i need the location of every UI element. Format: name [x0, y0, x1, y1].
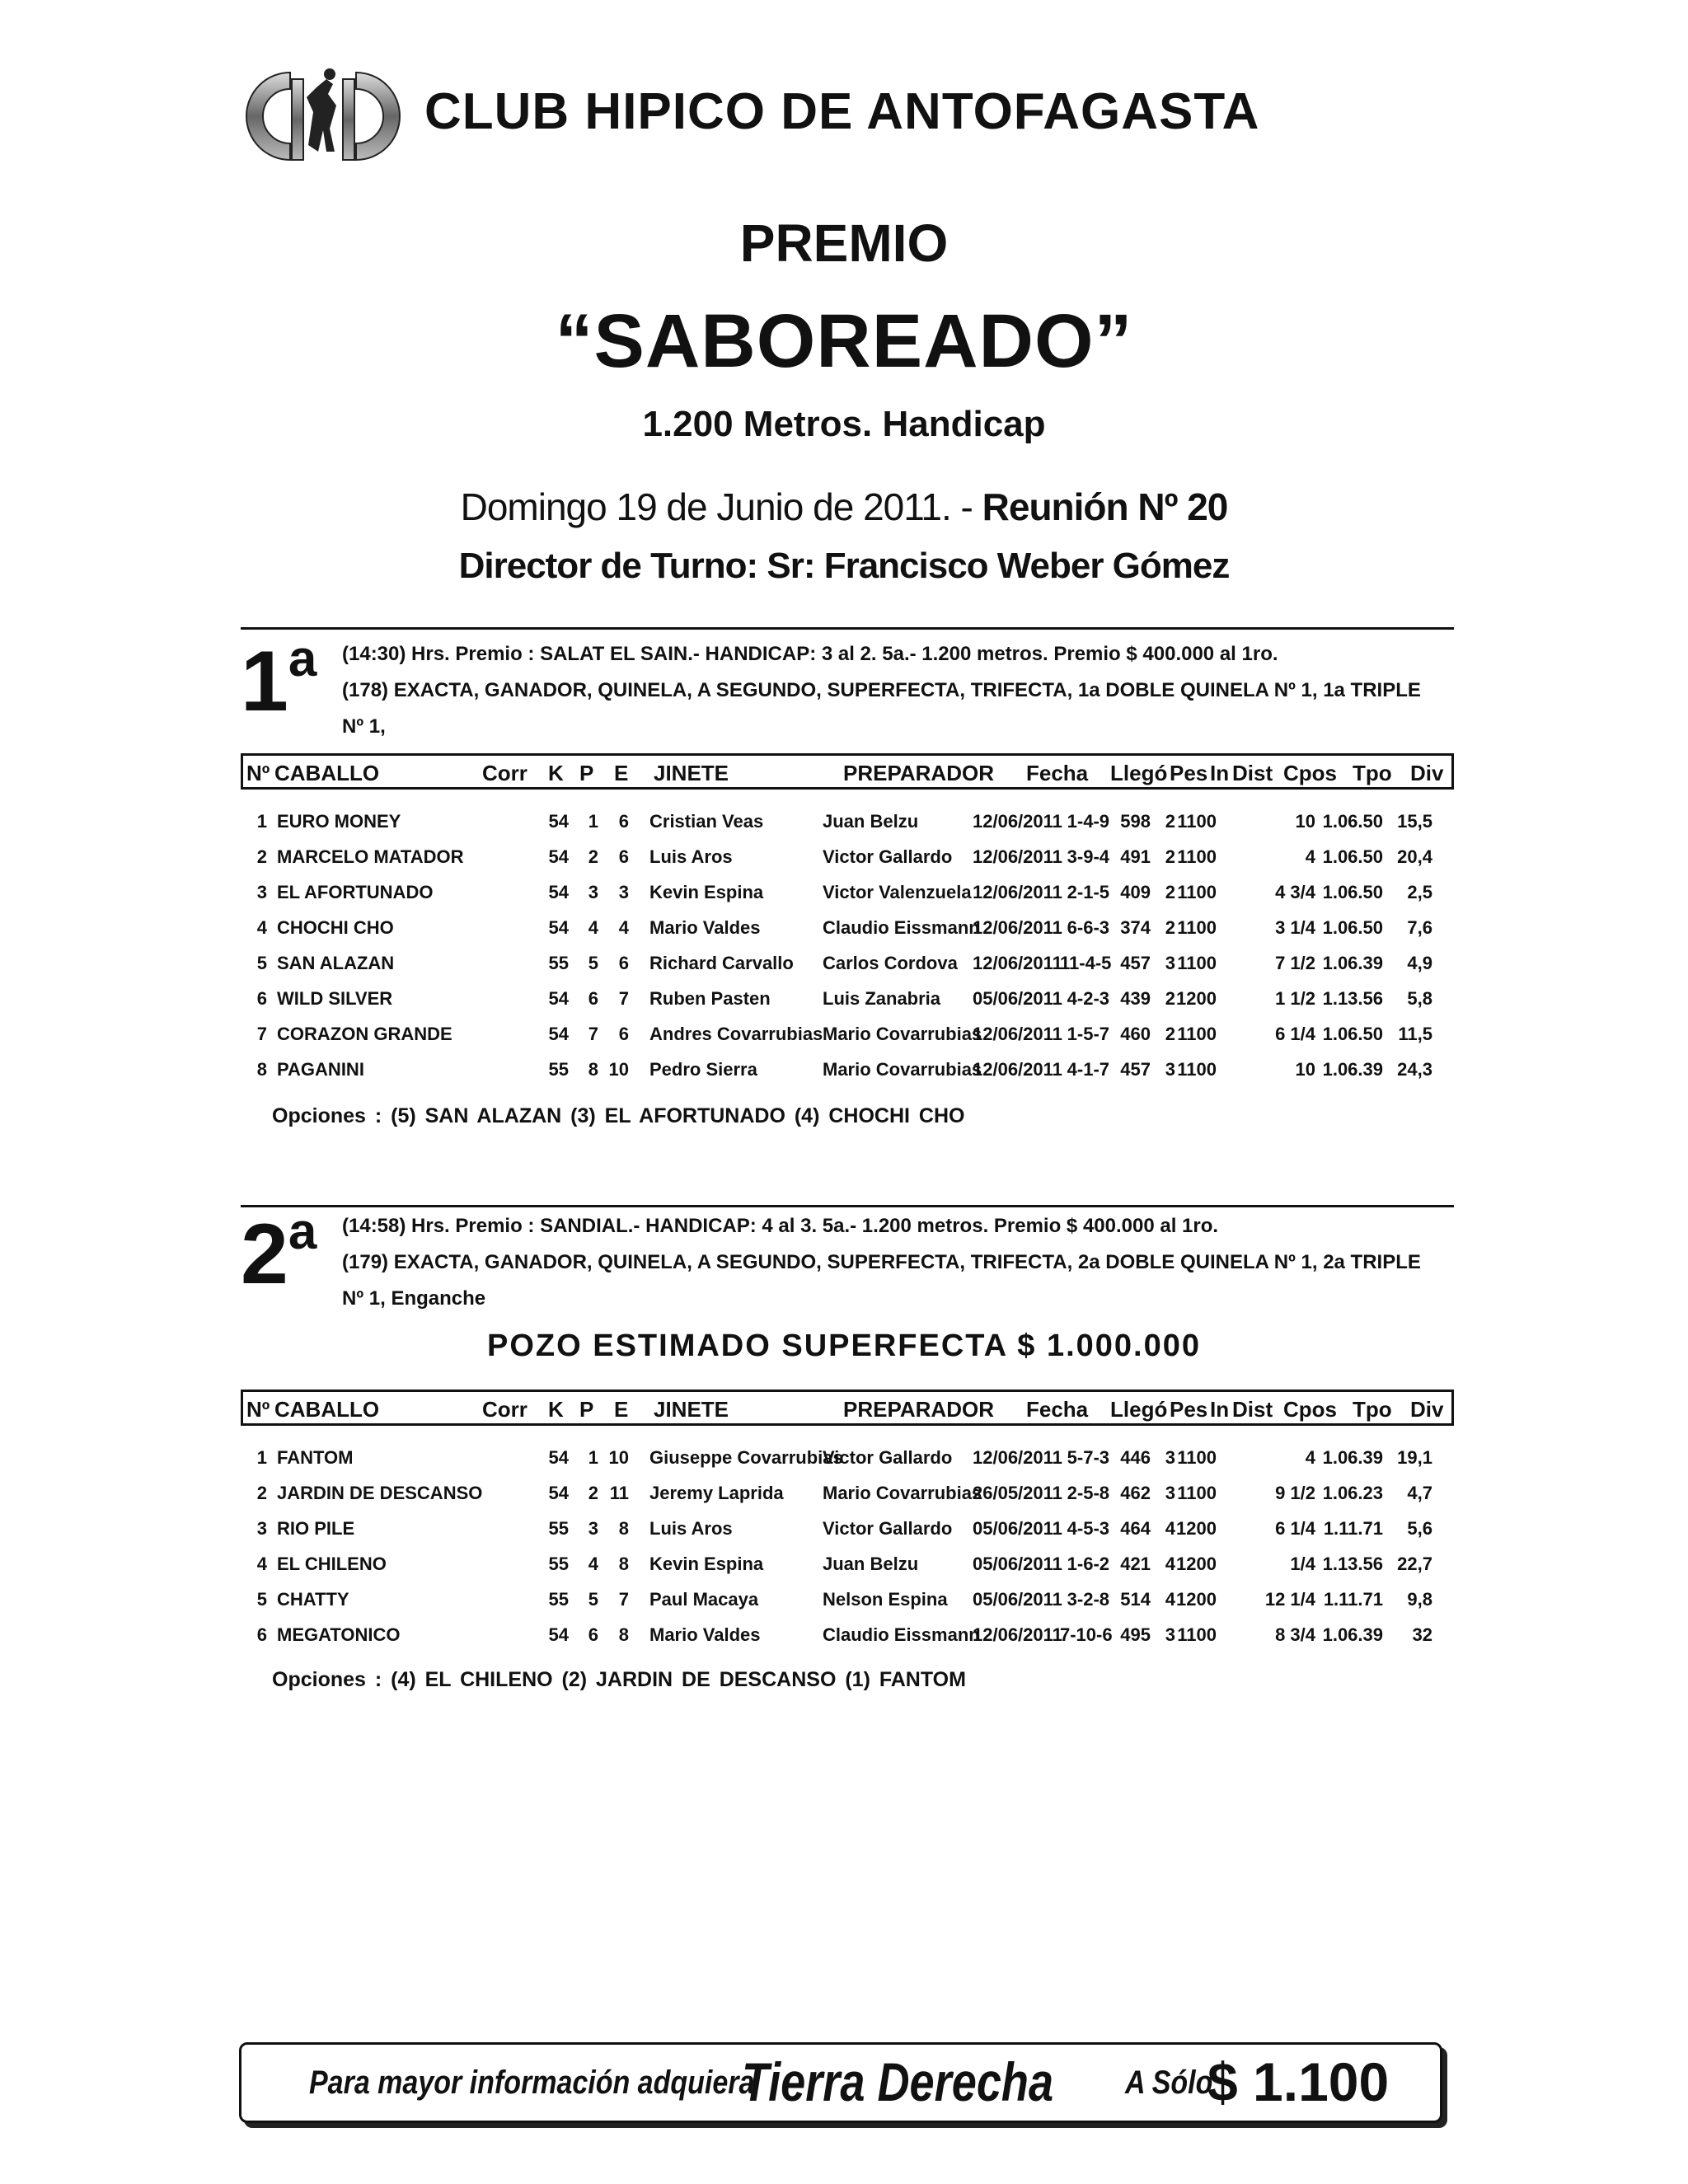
cell-p: 3	[588, 1518, 598, 1539]
cell-llego: 3-2-8	[1067, 1589, 1109, 1610]
cell-dist: 1200	[1176, 1518, 1217, 1539]
table-row	[241, 1618, 1454, 1653]
race-2-number-digit: 2	[241, 1207, 288, 1302]
race-2-pozo: POZO ESTIMADO SUPERFECTA $ 1.000.000	[487, 1329, 1201, 1363]
cell-k: 54	[548, 1624, 569, 1645]
table-row	[241, 1476, 1454, 1511]
cell-p: 1	[588, 1447, 598, 1468]
column-header-e: E	[614, 1397, 629, 1422]
column-header-e: E	[614, 761, 629, 785]
column-header-dist: Dist	[1232, 1397, 1273, 1422]
premio-label: PREMIO	[739, 213, 949, 273]
race-distance: 1.200 Metros. Handicap	[642, 404, 1046, 444]
cell-tpo: 1.06.50	[1322, 846, 1383, 867]
cell-caballo: EL AFORTUNADO	[277, 882, 434, 902]
column-header-caballo: CABALLO	[274, 1397, 380, 1422]
cell-cpos: 1 1/2	[1275, 988, 1315, 1009]
cell-pes: 439	[1120, 988, 1151, 1009]
column-header-corr: Corr	[482, 761, 528, 785]
race-1-opciones: Opciones : (5) SAN ALAZAN (3) EL AFORTUNADO (4) CHOCHI CHO	[272, 1104, 965, 1127]
column-header-num: Nº	[246, 761, 270, 785]
cell-tpo: 1.06.50	[1322, 1024, 1383, 1044]
cell-cpos: 7 1/2	[1275, 953, 1315, 973]
race-1-number	[241, 630, 317, 729]
race-1-info-line2: (178) EXACTA, GANADOR, QUINELA, A SEGUNDO, SUPERFECTA, TRIFECTA, 1a DOBLE QUINELA Nº 1, 1a TRIPLE	[342, 679, 1421, 701]
cell-num: 7	[256, 1024, 267, 1044]
cell-pes: 409	[1120, 882, 1151, 902]
cell-num: 1	[256, 1447, 267, 1468]
cell-fecha: 26/05/2011	[973, 1483, 1062, 1503]
cell-cpos: 12 1/4	[1264, 1589, 1315, 1610]
cell-div: 32	[1412, 1624, 1432, 1645]
cell-caballo: CORAZON GRANDE	[277, 1024, 452, 1044]
cell-tpo: 1.06.50	[1322, 811, 1383, 832]
cell-tpo: 1.06.39	[1322, 1624, 1383, 1645]
cell-in: 3	[1165, 1059, 1175, 1080]
cell-pes: 460	[1120, 1024, 1151, 1044]
cell-p: 7	[588, 1024, 598, 1044]
column-header-p: P	[579, 761, 594, 785]
cell-p: 2	[588, 1483, 598, 1503]
cell-k: 55	[548, 1518, 569, 1539]
cell-caballo: MARCELO MATADOR	[277, 846, 464, 867]
cell-in: 3	[1165, 1447, 1175, 1468]
cell-jinete: Giuseppe Covarrubias	[649, 1447, 843, 1468]
footer-ad-only: A Sólo	[1125, 2064, 1213, 2101]
cell-fecha: 05/06/2011	[973, 1518, 1062, 1539]
meeting-number: Reunión Nº 20	[982, 485, 1228, 528]
column-header-llego: Llegó	[1110, 761, 1168, 785]
cell-p: 8	[588, 1059, 598, 1080]
cell-div: 24,3	[1397, 1059, 1432, 1080]
cell-cpos: 8 3/4	[1275, 1624, 1315, 1645]
cell-k: 55	[548, 1554, 569, 1574]
cell-e: 4	[618, 917, 629, 938]
column-header-preparador: PREPARADOR	[843, 1397, 994, 1422]
cell-caballo: CHOCHI CHO	[277, 917, 394, 938]
cell-preparador: Mario Covarrubias	[823, 1024, 982, 1044]
column-header-in: In	[1210, 761, 1230, 785]
club-logo	[241, 54, 406, 178]
cell-dist: 1100	[1177, 1447, 1217, 1468]
cell-pes: 462	[1120, 1483, 1151, 1503]
cell-llego: 6-6-3	[1067, 917, 1109, 938]
cell-num: 6	[256, 988, 267, 1009]
cell-cpos: 4	[1305, 1447, 1315, 1468]
cell-dist: 1200	[1176, 1589, 1217, 1610]
cell-caballo: RIO PILE	[277, 1518, 355, 1539]
cell-in: 2	[1165, 846, 1175, 867]
cell-dist: 1200	[1176, 1554, 1217, 1574]
cell-k: 54	[548, 1024, 569, 1044]
cell-jinete: Kevin Espina	[649, 882, 764, 902]
cell-cpos: 10	[1295, 1059, 1315, 1080]
cell-e: 10	[608, 1059, 629, 1080]
cell-cpos: 6 1/4	[1275, 1518, 1315, 1539]
cell-dist: 1100	[1177, 882, 1217, 902]
table-row	[241, 1582, 1454, 1618]
cell-jinete: Luis Aros	[649, 846, 733, 867]
cell-k: 54	[548, 811, 569, 832]
cell-div: 20,4	[1397, 846, 1432, 867]
cell-fecha: 12/06/2011	[973, 1447, 1062, 1468]
cell-e: 6	[618, 811, 629, 832]
cell-p: 4	[588, 1554, 598, 1574]
table-row	[241, 911, 1454, 946]
table-row	[241, 804, 1454, 840]
cell-cpos: 10	[1295, 811, 1315, 832]
cell-tpo: 1.06.50	[1322, 917, 1383, 938]
race-2-info-line2: (179) EXACTA, GANADOR, QUINELA, A SEGUNDO, SUPERFECTA, TRIFECTA, 2a DOBLE QUINELA Nº 1, 2a TRIPLE	[342, 1251, 1421, 1273]
column-header-fecha: Fecha	[1026, 761, 1089, 785]
cell-jinete: Jeremy Laprida	[649, 1483, 784, 1503]
cell-e: 8	[618, 1624, 629, 1645]
race-2-info-line1: (14:58) Hrs. Premio : SANDIAL.- HANDICAP: 4 al 3. 5a.- 1.200 metros. Premio $ 400.000 al 1ro.	[342, 1215, 1219, 1237]
cell-jinete: Andres Covarrubias	[649, 1024, 823, 1044]
cell-div: 19,1	[1397, 1447, 1432, 1468]
cell-e: 8	[618, 1518, 629, 1539]
cell-div: 2,5	[1407, 882, 1432, 902]
cell-cpos: 9 1/2	[1275, 1483, 1315, 1503]
cell-pes: 598	[1120, 811, 1151, 832]
cell-in: 2	[1165, 882, 1175, 902]
cell-e: 6	[618, 1024, 629, 1044]
cell-k: 55	[548, 1059, 569, 1080]
cell-fecha: 05/06/2011	[973, 988, 1062, 1009]
column-header-p: P	[579, 1397, 594, 1422]
table-row	[241, 982, 1454, 1017]
cell-fecha: 12/06/2011	[973, 882, 1062, 902]
cell-dist: 1100	[1177, 917, 1217, 938]
cell-num: 5	[256, 953, 267, 973]
cell-num: 1	[256, 811, 267, 832]
cell-preparador: Juan Belzu	[823, 1554, 919, 1574]
cell-llego: 11-4-5	[1060, 953, 1112, 973]
race-1-table-header	[241, 753, 1454, 790]
cell-tpo: 1.06.39	[1322, 1059, 1383, 1080]
race-2-ordinal: a	[288, 1203, 317, 1260]
cell-tpo: 1.11.71	[1323, 1518, 1383, 1539]
cell-preparador: Victor Gallardo	[823, 846, 953, 867]
cell-div: 9,8	[1407, 1589, 1432, 1610]
cell-k: 54	[548, 988, 569, 1009]
cell-llego: 4-2-3	[1067, 988, 1109, 1009]
cell-pes: 457	[1120, 953, 1151, 973]
column-header-fecha: Fecha	[1026, 1397, 1089, 1422]
cell-pes: 514	[1120, 1589, 1151, 1610]
cell-p: 5	[588, 953, 598, 973]
cell-e: 10	[608, 1447, 629, 1468]
cell-fecha: 12/06/2011	[973, 953, 1062, 973]
cell-cpos: 6 1/4	[1275, 1024, 1315, 1044]
date-line	[0, 485, 1688, 529]
cell-in: 4	[1165, 1554, 1175, 1574]
cell-p: 5	[588, 1589, 598, 1610]
cell-div: 4,9	[1407, 953, 1432, 973]
cell-fecha: 12/06/2011	[973, 1059, 1062, 1080]
race-2-divider	[241, 1205, 1454, 1207]
cell-preparador: Claudio Eissmann	[823, 917, 980, 938]
cell-llego: 2-5-8	[1067, 1483, 1109, 1503]
cell-jinete: Mario Valdes	[649, 1624, 761, 1645]
cell-k: 55	[548, 953, 569, 973]
cell-preparador: Juan Belzu	[823, 811, 919, 832]
cell-e: 6	[618, 846, 629, 867]
cell-cpos: 1/4	[1290, 1554, 1315, 1574]
race-2-info	[342, 1208, 1451, 1317]
cell-num: 6	[256, 1624, 267, 1645]
club-title: CLUB HIPICO DE ANTOFAGASTA	[424, 83, 1260, 140]
cell-p: 2	[588, 846, 598, 867]
cell-div: 11,5	[1398, 1024, 1432, 1044]
race-1-info-line3: Nº 1,	[342, 715, 386, 738]
footer-ad-price: $ 1.100	[1207, 2051, 1390, 2112]
race-1-ordinal: a	[288, 630, 317, 687]
cell-num: 3	[256, 1518, 267, 1539]
cell-jinete: Mario Valdes	[649, 917, 761, 938]
cell-tpo: 1.06.23	[1322, 1483, 1383, 1503]
column-header-div: Div	[1410, 761, 1444, 785]
race-1-number-digit: 1	[241, 634, 288, 729]
race-1-info	[342, 636, 1451, 745]
column-header-k: K	[548, 761, 564, 785]
cell-k: 54	[548, 917, 569, 938]
cell-in: 3	[1165, 1624, 1175, 1645]
cell-e: 8	[618, 1554, 629, 1574]
cell-jinete: Cristian Veas	[649, 811, 764, 832]
race-2-info-line3: Nº 1, Enganche	[342, 1287, 486, 1310]
cell-llego: 5-7-3	[1067, 1447, 1109, 1468]
race-2-table-header	[241, 1390, 1454, 1426]
column-header-div: Div	[1410, 1397, 1444, 1422]
footer-ad-text: Para mayor información adquiera	[309, 2064, 755, 2101]
cell-caballo: JARDIN DE DESCANSO	[277, 1483, 483, 1503]
cell-fecha: 12/06/2011	[973, 1624, 1062, 1645]
table-row	[241, 1441, 1454, 1476]
cell-num: 2	[256, 1483, 267, 1503]
cell-p: 6	[588, 1624, 598, 1645]
column-header-dist: Dist	[1232, 761, 1273, 785]
cell-cpos: 4	[1305, 846, 1315, 867]
cell-num: 5	[256, 1589, 267, 1610]
cell-div: 7,6	[1407, 917, 1432, 938]
cell-in: 2	[1165, 811, 1175, 832]
cell-p: 4	[588, 917, 598, 938]
cell-dist: 1100	[1177, 811, 1217, 832]
cell-div: 5,6	[1407, 1518, 1432, 1539]
cell-p: 3	[588, 882, 598, 902]
cell-pes: 491	[1120, 846, 1151, 867]
cell-fecha: 05/06/2011	[973, 1589, 1062, 1610]
cell-fecha: 12/06/2011	[973, 1024, 1062, 1044]
cell-pes: 374	[1120, 917, 1151, 938]
column-header-tpo: Tpo	[1353, 761, 1392, 785]
race-2-number	[241, 1203, 317, 1302]
cell-preparador: Claudio Eissmann	[823, 1624, 980, 1645]
director-line: Director de Turno: Sr: Francisco Weber Gómez	[458, 546, 1230, 586]
column-header-cpos: Cpos	[1283, 1397, 1337, 1422]
cell-caballo: WILD SILVER	[277, 988, 393, 1009]
cell-in: 2	[1165, 988, 1175, 1009]
cell-num: 2	[256, 846, 267, 867]
cell-k: 54	[548, 882, 569, 902]
cell-fecha: 12/06/2011	[973, 811, 1062, 832]
cell-dist: 1100	[1177, 1483, 1217, 1503]
cell-jinete: Luis Aros	[649, 1518, 733, 1539]
cell-jinete: Kevin Espina	[649, 1554, 764, 1574]
table-row	[241, 1052, 1454, 1088]
cell-preparador: Carlos Cordova	[823, 953, 958, 973]
cell-dist: 1100	[1177, 953, 1217, 973]
race-2-opciones: Opciones : (4) EL CHILENO (2) JARDIN DE DESCANSO (1) FANTOM	[272, 1668, 966, 1691]
cell-caballo: EL CHILENO	[277, 1554, 387, 1574]
cell-dist: 1100	[1177, 1024, 1217, 1044]
cell-pes: 446	[1120, 1447, 1151, 1468]
cell-caballo: EURO MONEY	[277, 811, 401, 832]
column-header-preparador: PREPARADOR	[843, 761, 994, 785]
cell-jinete: Richard Carvallo	[649, 953, 794, 973]
cell-in: 3	[1165, 1483, 1175, 1503]
cell-llego: 1-6-2	[1067, 1554, 1109, 1574]
column-header-caballo: CABALLO	[274, 761, 380, 785]
cell-dist: 1100	[1177, 1059, 1217, 1080]
table-row	[241, 875, 1454, 911]
cell-div: 5,8	[1407, 988, 1432, 1009]
cell-caballo: FANTOM	[277, 1447, 354, 1468]
footer-ad-publication: Tierra Derecha	[742, 2051, 1054, 2112]
cell-in: 4	[1165, 1589, 1175, 1610]
date-text: Domingo 19 de Junio de 2011. -	[460, 485, 982, 528]
cell-caballo: PAGANINI	[277, 1059, 364, 1080]
race-1-info-line1: (14:30) Hrs. Premio : SALAT EL SAIN.- HANDICAP: 3 al 2. 5a.- 1.200 metros. Premio $ 400.000 al 1ro.	[342, 643, 1278, 665]
table-row	[241, 1511, 1454, 1547]
cell-k: 54	[548, 1483, 569, 1503]
cell-in: 3	[1165, 953, 1175, 973]
cell-k: 55	[548, 1589, 569, 1610]
cell-preparador: Victor Gallardo	[823, 1518, 953, 1539]
cell-fecha: 12/06/2011	[973, 917, 1062, 938]
cell-llego: 1-4-9	[1067, 811, 1109, 832]
cell-jinete: Pedro Sierra	[649, 1059, 757, 1080]
cell-div: 15,5	[1397, 811, 1432, 832]
cell-k: 54	[548, 1447, 569, 1468]
race-name: “SABOREADO”	[555, 299, 1133, 383]
table-row	[241, 840, 1454, 875]
column-header-llego: Llegó	[1110, 1397, 1168, 1422]
cell-in: 4	[1165, 1518, 1175, 1539]
cell-pes: 457	[1120, 1059, 1151, 1080]
cell-p: 6	[588, 988, 598, 1009]
cell-cpos: 3 1/4	[1275, 917, 1315, 938]
column-header-corr: Corr	[482, 1397, 528, 1422]
cell-caballo: CHATTY	[277, 1589, 349, 1610]
cell-k: 54	[548, 846, 569, 867]
cell-in: 2	[1165, 917, 1175, 938]
column-header-cpos: Cpos	[1283, 761, 1337, 785]
cell-dist: 1100	[1177, 846, 1217, 867]
cell-llego: 1-5-7	[1067, 1024, 1109, 1044]
cell-pes: 464	[1120, 1518, 1151, 1539]
cell-preparador: Mario Covarrubias	[823, 1059, 982, 1080]
cell-dist: 1100	[1177, 1624, 1217, 1645]
cell-in: 2	[1165, 1024, 1175, 1044]
column-header-pes: Pes	[1170, 1397, 1208, 1422]
column-header-pes: Pes	[1170, 761, 1208, 785]
cell-tpo: 1.06.39	[1322, 953, 1383, 973]
cell-jinete: Paul Macaya	[649, 1589, 759, 1610]
cell-div: 22,7	[1397, 1554, 1432, 1574]
cell-tpo: 1.11.71	[1323, 1589, 1383, 1610]
cell-p: 1	[588, 811, 598, 832]
cell-tpo: 1.06.39	[1322, 1447, 1383, 1468]
cell-num: 8	[256, 1059, 267, 1080]
cell-pes: 421	[1120, 1554, 1151, 1574]
table-row	[241, 1547, 1454, 1582]
cell-div: 4,7	[1407, 1483, 1432, 1503]
cell-num: 4	[256, 917, 267, 938]
cell-fecha: 12/06/2011	[973, 846, 1062, 867]
cell-llego: 2-1-5	[1067, 882, 1109, 902]
column-header-tpo: Tpo	[1353, 1397, 1392, 1422]
cell-preparador: Victor Gallardo	[823, 1447, 953, 1468]
cell-caballo: MEGATONICO	[277, 1624, 401, 1645]
cell-fecha: 05/06/2011	[973, 1554, 1062, 1574]
column-header-jinete: JINETE	[654, 1397, 729, 1422]
cell-preparador: Mario Covarrubias	[823, 1483, 982, 1503]
cell-preparador: Luis Zanabria	[823, 988, 941, 1009]
cell-llego: 4-1-7	[1067, 1059, 1109, 1080]
table-row	[241, 1017, 1454, 1052]
column-header-jinete: JINETE	[654, 761, 729, 785]
race-1-divider	[241, 627, 1454, 630]
column-header-num: Nº	[246, 1397, 270, 1422]
cell-tpo: 1.06.50	[1322, 882, 1383, 902]
cell-preparador: Nelson Espina	[823, 1589, 948, 1610]
cell-dist: 1200	[1176, 988, 1217, 1009]
cell-llego: 4-5-3	[1067, 1518, 1109, 1539]
cell-tpo: 1.13.56	[1322, 988, 1383, 1009]
cell-llego: 3-9-4	[1067, 846, 1109, 867]
cell-e: 7	[618, 988, 629, 1009]
column-header-in: In	[1210, 1397, 1230, 1422]
table-row	[241, 946, 1454, 982]
cell-tpo: 1.13.56	[1322, 1554, 1383, 1574]
cell-cpos: 4 3/4	[1275, 882, 1315, 902]
column-header-k: K	[548, 1397, 564, 1422]
cell-caballo: SAN ALAZAN	[277, 953, 395, 973]
cell-e: 6	[618, 953, 629, 973]
cell-e: 3	[618, 882, 629, 902]
cell-pes: 495	[1120, 1624, 1151, 1645]
cell-e: 11	[609, 1483, 629, 1503]
cell-llego: 7-10-6	[1060, 1624, 1113, 1645]
cell-preparador: Victor Valenzuela	[823, 882, 972, 902]
cell-e: 7	[618, 1589, 629, 1610]
cell-jinete: Ruben Pasten	[649, 988, 771, 1009]
cell-num: 3	[256, 882, 267, 902]
cell-num: 4	[256, 1554, 267, 1574]
